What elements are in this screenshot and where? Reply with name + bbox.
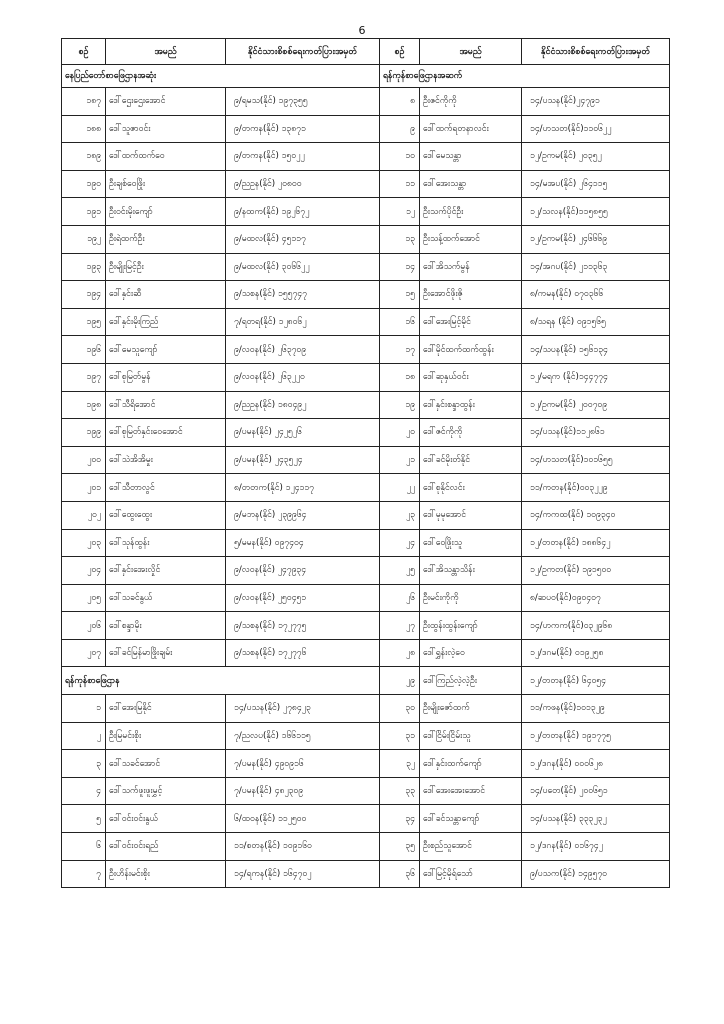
nrc-number: ၈/တတက(နိုင်) ၁၂၄၁၁၇ (226, 474, 380, 502)
person-name: ဒေါ်ထွေးထွေး (106, 501, 226, 529)
table-row (62, 695, 670, 723)
table-row (62, 667, 670, 695)
person-name: ဒေါ်သခင်နွယ် (106, 584, 226, 612)
person-name: ဦးဟိန်းမင်းစိုး (106, 860, 226, 888)
person-name: ဦးဇင်ကိုကို (420, 88, 522, 116)
nrc-number: ၁၂/မရက (နိုင်)၁၄၄၇၇၄ (522, 363, 670, 391)
nrc-number: ၇/ရတရ(နိုင်) ၁၂၈၀၆၂ (226, 308, 380, 336)
person-name: ဒေါ်အေးအေးအောင် (420, 777, 522, 805)
row-number: ၂၀၂ (62, 501, 106, 529)
row-number: ၂၉ (380, 667, 420, 695)
row-number: ၁၉၂ (62, 225, 106, 253)
person-name: ဒေါ်စုနိုင်လင်း (420, 474, 522, 502)
nrc-number: ၇/ညလပ(နိုင်) ၁၆၆၁၁၅ (226, 722, 380, 750)
nrc-number: ၉/ညဥန(နိုင်) ၂၀၈၀၀ (226, 170, 380, 198)
table-row (62, 501, 670, 529)
person-name: ဒေါ်သုန်ထွန်း (106, 529, 226, 557)
nrc-number: ၁၁/ကတန(နိုင်)၀၀၃၂၂၉ (522, 474, 670, 502)
row-number: ၃၀ (380, 695, 420, 723)
nrc-number: ၉/တကန(နိုင်) ၁၃၈၇၁ (226, 115, 380, 143)
person-name: ဒေါ်နှင်းဆီ (106, 281, 226, 309)
person-name: ဦးမြမင်းစိုး (106, 722, 226, 750)
table-row (62, 474, 670, 502)
row-number: ၁၈၉ (62, 143, 106, 171)
row-number: ၁၉၃ (62, 253, 106, 281)
page-number: 6 (358, 24, 366, 37)
person-name: ဦးအောင်ဖိုးဇို (420, 281, 522, 309)
nrc-number: ၁၄/မအပ(နိုင်) ၂၆၄၁၁၅ (522, 170, 670, 198)
row-number: ၁၉၅ (62, 308, 106, 336)
row-number: ၁၉၇ (62, 363, 106, 391)
row-number: ၇ (62, 860, 106, 888)
nrc-number: ၁၄/ဟသတ(နိုင်)၁၁၀၆၂၂ (522, 115, 670, 143)
section-title-yangon: ရန်ကုန်စာဖြေဌာန (62, 667, 380, 695)
nrc-number: ၈/သရန (နိုင်) ၀၉၁၅၆၅ (522, 308, 670, 336)
section-title-yangon-cont: ရန်ကုန်စာဖြေဌာနအဆက် (380, 65, 670, 88)
person-name: ဒေါ်နှင်းအေးလှိုင် (106, 557, 226, 585)
person-name: ဒေါ်ငြိမ်းငြိမ်းသူ (420, 722, 522, 750)
person-name: ဒေါ်သဲအိအိမှုး (106, 446, 226, 474)
nrc-number: ၉/ပမန(နိုင်) ၂၄၂၅၂၆ (226, 419, 380, 447)
person-name: ဦးမင်းကိုကို (420, 584, 522, 612)
row-number: ၂၄ (380, 529, 420, 557)
row-number: ၁၂ (380, 198, 420, 226)
header-row (62, 39, 670, 65)
person-name: ဦးရဲထက်ဦး (106, 225, 226, 253)
table-row (62, 225, 670, 253)
nrc-number: ၁၂/ဒဂန(နိုင်) ၀၀၀၆၂၈ (522, 750, 670, 778)
row-number: ၂၀၄ (62, 557, 106, 585)
nrc-number: ၈/ဆပဝ(နိုင်)၀၉၀၄၀၇ (522, 584, 670, 612)
nrc-number: ၁၂/တတန(နိုင်) ၁၈၈၆၄၂ (522, 529, 670, 557)
row-number: ၁ (62, 695, 106, 723)
nrc-number: ၉/သစန(နိုင်) ၁၇၂၇၇၆ (226, 639, 380, 667)
person-name: ဒေါ်စုမြတ်နှင်းဝေအောင် (106, 419, 226, 447)
row-number: ၃၆ (380, 860, 420, 888)
row-number: ၃၄ (380, 805, 420, 833)
table-row (62, 308, 670, 336)
table-row (62, 281, 670, 309)
table-row (62, 722, 670, 750)
section-title-naypyitaw-end: နေပြည်တော်စာဖြေဌာနအဆုံး (62, 65, 380, 88)
header-nrc-right: နိုင်ငံသားစိစစ်ရေးကတ်ပြားအမှတ် (522, 39, 670, 65)
person-name: ဦးမျိုးဇော်ထက် (420, 695, 522, 723)
nrc-number: ၉/မထလ(နိုင်) ၃၀၆၆၂၂ (226, 253, 380, 281)
row-number: ၂၀၆ (62, 612, 106, 640)
nrc-number: ၉/ညဥန(နိုင်) ၁၈၀၄၉၂ (226, 391, 380, 419)
nrc-number: ၁၂/ဥကတ(နိုင်) ၁၉၁၅၀၀ (522, 557, 670, 585)
header-no-left: စဉ် (62, 39, 106, 65)
nrc-number: ၉/မဘန(နိုင်) ၂၃၉၉၆၄ (226, 501, 380, 529)
nrc-number: ၉/လဝန(နိုင်) ၂၄၇၉၃၄ (226, 557, 380, 585)
row-number: ၁၉၈ (62, 391, 106, 419)
person-name: ဒေါ်ဝင်းဝင်းရည် (106, 833, 226, 861)
nrc-number: ၇/ပမန(နိုင်) ၄၉၀၉၁၆ (226, 750, 380, 778)
table-row (62, 529, 670, 557)
nrc-number: ၉/သစန(နိုင်) ၁၅၅၇၄၇ (226, 281, 380, 309)
nrc-number: ၁၂/ဒဂန(နိုင်) ၀၁၆၇၄၂ (522, 833, 670, 861)
row-number: ၁၉၀ (62, 170, 106, 198)
person-name: ဒေါ်ဝင်းဝင်းနွယ် (106, 805, 226, 833)
candidate-table (61, 38, 670, 888)
person-name: ဒေါ်အေးမြနိုင် (106, 695, 226, 723)
table-row (62, 833, 670, 861)
row-number: ၃၃ (380, 777, 420, 805)
nrc-number: ၉/ရမသ(နိုင်) ၁၉၇၃၅၅ (226, 88, 380, 116)
table-row (62, 860, 670, 888)
nrc-number: ၁၄/ပသန(နိုင်) ၂၇၈၄၂၃ (226, 695, 380, 723)
row-number: ၁၉၆ (62, 336, 106, 364)
nrc-number: ၁၄/ပသန(နိုင်) ၃၃၃၂၃၂ (522, 805, 670, 833)
person-name: ဒေါ်နှင်းမိုးကြည် (106, 308, 226, 336)
nrc-number: ၁၁/စတန(နိုင်) ၁၀၉၁၆၀ (226, 833, 380, 861)
person-name: ဒေါ်ခင်မိုးတ်နိုင် (420, 446, 522, 474)
row-number: ၁၇ (380, 336, 420, 364)
nrc-number: ၅/မမန(နိုင်) ၀၉၇၄၀၄ (226, 529, 380, 557)
row-number: ၉ (380, 115, 420, 143)
nrc-number: ၈/ကမန(နိုင်) ၀၇၀၃၆၆ (522, 281, 670, 309)
nrc-number: ၇/ပမန(နိုင်) ၄၈၂၃၀၉ (226, 777, 380, 805)
person-name: ဒေါ်မုမုအောင် (420, 501, 522, 529)
table-row (62, 170, 670, 198)
nrc-number: ၉/ပမန(နိုင်) ၂၄၃၅၂၄ (226, 446, 380, 474)
table-row (62, 446, 670, 474)
person-name: ဒေါ်စုမြတ်မွန် (106, 363, 226, 391)
row-number: ၃၅ (380, 833, 420, 861)
nrc-number: ၆/ထဝန(နိုင်) ၁၁၂၅၀၀ (226, 805, 380, 833)
row-number: ၁၉၄ (62, 281, 106, 309)
table-row (62, 612, 670, 640)
row-number: ၁၉ (380, 391, 420, 419)
nrc-number: ၁၁/ကဖန(နိုင်)၁၀၁၃၂၉ (522, 695, 670, 723)
row-number: ၂၆ (380, 584, 420, 612)
row-number: ၂၀၁ (62, 474, 106, 502)
row-number: ၁၉၁ (62, 198, 106, 226)
header-no-right: စဉ် (380, 39, 420, 65)
person-name: ဒေါ်အေးမြင့်မိုင် (420, 308, 522, 336)
table-row (62, 419, 670, 447)
person-name: ဒေါ်နှင်းစန္ဒာထွန်း (420, 391, 522, 419)
nrc-number: ၉/ပသက(နိုင်) ၁၄၉၅၇၀ (522, 860, 670, 888)
person-name: ဒေါ်ဆုနှယ်ဝင်း (420, 363, 522, 391)
nrc-number: ၉/မထလ(နိုင်) ၄၅၁၁၇ (226, 225, 380, 253)
row-number: ၈ (380, 88, 420, 116)
person-name: ဦးစည်သူအောင် (420, 833, 522, 861)
person-name: ဒေါ်ထက်ထက်ဝေ (106, 143, 226, 171)
nrc-number: ၁၄/ပသန(နိုင်)၁၁၂၈၆၁ (522, 419, 670, 447)
row-number: ၁၅ (380, 281, 420, 309)
row-number: ၃၂ (380, 750, 420, 778)
row-number: ၁၈၇ (62, 88, 106, 116)
table-row (62, 198, 670, 226)
person-name: ဒေါ်သီရိအောင် (106, 391, 226, 419)
table-row (62, 557, 670, 585)
nrc-number: ၁၄/ပသန(နိုင်)၂၄၇၉၁ (522, 88, 670, 116)
row-number: ၁၈ (380, 363, 420, 391)
person-name: ဒေါ်ဝေဖြိုးသူ (420, 529, 522, 557)
person-name: ဦးချစ်ဝေဖြိုး (106, 170, 226, 198)
section-row (62, 65, 670, 88)
nrc-number: ၁၄/ကကထ(နိုင်) ၁၀၉၃၄၀ (522, 501, 670, 529)
person-name: ဦးထွန်းထွန်းကျော် (420, 612, 522, 640)
nrc-number: ၁၄/အဂပ(နိုင်) ၂၁၁၃၆၃ (522, 253, 670, 281)
header-name-right: အမည် (420, 39, 522, 65)
person-name: ဒေါ်ထက်ရတနာလင်း (420, 115, 522, 143)
row-number: ၂၈ (380, 639, 420, 667)
table-row (62, 115, 670, 143)
header-name-left: အမည် (106, 39, 226, 65)
person-name: ဦးဝင်းမိုးကျော် (106, 198, 226, 226)
nrc-number: ၉/နထက(နိုင်) ၁၉၂၆၇၂ (226, 198, 380, 226)
row-number: ၂၃ (380, 501, 420, 529)
table-row (62, 363, 670, 391)
row-number: ၁၄ (380, 253, 420, 281)
person-name: ဒေါ်မြင့်မိုရ်သော် (420, 860, 522, 888)
row-number: ၁၃ (380, 225, 420, 253)
row-number: ၁၁ (380, 170, 420, 198)
row-number: ၁၈၈ (62, 115, 106, 143)
row-number: ၄ (62, 777, 106, 805)
table-row (62, 584, 670, 612)
person-name: ဒေါ်ဇင်ကိုကို (420, 419, 522, 447)
nrc-number: ၉/လဝန(နိုင်) ၂၆၃၂၂၀ (226, 363, 380, 391)
nrc-number: ၉/လဝန(နိုင်) ၂၆၃၇၀၉ (226, 336, 380, 364)
person-name: ဒေါ်နှင်းထက်ကျော် (420, 750, 522, 778)
nrc-number: ၁၄/ဟကက(နိုင်)၀၃၂၉၆၈ (522, 612, 670, 640)
table-row (62, 750, 670, 778)
table-row (62, 253, 670, 281)
nrc-number: ၁၂/တတန(နိုင်) ၁၉၁၇၇၅ (522, 722, 670, 750)
row-number: ၂၀၀ (62, 446, 106, 474)
row-number: ၁၉၉ (62, 419, 106, 447)
person-name: ဒေါ်မေသန္တာ (420, 143, 522, 171)
row-number: ၂၀၅ (62, 584, 106, 612)
row-number: ၆ (62, 833, 106, 861)
row-number: ၂၅ (380, 557, 420, 585)
nrc-number: ၁၂/ဒဂမ(နိုင်) ၀၁၉၂၅၈ (522, 639, 670, 667)
row-number: ၂၁ (380, 446, 420, 474)
table-row (62, 391, 670, 419)
person-name: ဒေါ်သက်ဖူးဖူးမွှင့် (106, 777, 226, 805)
person-name: ဒေါ်မေသူကျော် (106, 336, 226, 364)
nrc-number: ၁၂/တတန(နိုင်) ၆၄၀၅၄ (522, 667, 670, 695)
row-number: ၂၀၃ (62, 529, 106, 557)
row-number: ၁၀ (380, 143, 420, 171)
nrc-number: ၁၄/ပတေ(နိုင်) ၂၀၀၆၅၁ (522, 777, 670, 805)
nrc-number: ၁၄/ရကန(နိုင်) ၁၆၄၇၀၂ (226, 860, 380, 888)
person-name: ဒေါ်ရွှန်းလဲ့ဝေ (420, 639, 522, 667)
row-number: ၂၀၇ (62, 639, 106, 667)
person-name: ဒေါ်ဌေးဌေးအောင် (106, 88, 226, 116)
nrc-number: ၁၂/သလန(နိုင်)၁၁၅၈၅၅ (522, 198, 670, 226)
header-nrc-left: နိုင်ငံသားစိစစ်ရေးကတ်ပြားအမှတ် (226, 39, 380, 65)
person-name: ဒေါ်စန္ဒာမိုး (106, 612, 226, 640)
row-number: ၂ (62, 722, 106, 750)
person-name: ဒေါ်ခင်မြန်မာဖြိုးချမ်း (106, 639, 226, 667)
row-number: ၂၀ (380, 419, 420, 447)
nrc-number: ၁၂/ဥကမ(နိုင်) ၂၀၃၅၂ (522, 143, 670, 171)
person-name: ဒေါ်သူဇာဝင်း (106, 115, 226, 143)
person-name: ဒေါ်အိသန္တာသိန်း (420, 557, 522, 585)
person-name: ဒေါ်သီတာလွင် (106, 474, 226, 502)
nrc-number: ၉/သစန(နိုင်) ၁၇၂၇၇၅ (226, 612, 380, 640)
person-name: ဒေါ်သခင်အောင် (106, 750, 226, 778)
row-number: ၂၂ (380, 474, 420, 502)
table-row (62, 777, 670, 805)
table-row (62, 639, 670, 667)
table-row (62, 143, 670, 171)
nrc-number: ၉/လဝန(နိုင်) ၂၅၀၄၅၁ (226, 584, 380, 612)
row-number: ၃၁ (380, 722, 420, 750)
table-row (62, 88, 670, 116)
row-number: ၅ (62, 805, 106, 833)
person-name: ဒေါ်အိသက်မွန် (420, 253, 522, 281)
person-name: ဦးသန့်ထက်အောင် (420, 225, 522, 253)
row-number: ၁၆ (380, 308, 420, 336)
person-name: ဒေါ်ခင်သန္တာကျော် (420, 805, 522, 833)
nrc-number: ၉/တကန(နိုင်) ၁၅၀၂၂ (226, 143, 380, 171)
table-row (62, 805, 670, 833)
table-row (62, 336, 670, 364)
row-number: ၂၇ (380, 612, 420, 640)
person-name: ဒေါ်ကြည်လဲ့လဲ့ဦး (420, 667, 522, 695)
nrc-number: ၁၂/ဥကမ(နိုင်) ၂၄၆၆၆၉ (522, 225, 670, 253)
nrc-number: ၁၄/သပန(နိုင်) ၁၅၆၁၃၄ (522, 336, 670, 364)
person-name: ဦးမျိုးမြင့်ဦး (106, 253, 226, 281)
person-name: ဒေါ်မိုင်ထက်ထက်ထွန်း (420, 336, 522, 364)
row-number: ၃ (62, 750, 106, 778)
person-name: ဦးသက်ပိုင်ဦး (420, 198, 522, 226)
person-name: ဒေါ်အေးသန္တာ (420, 170, 522, 198)
nrc-number: ၁၂/ဥကမ(နိုင်) ၂၀၀၇၀၉ (522, 391, 670, 419)
nrc-number: ၁၄/ဟသတ(နိုင်)၁၀၁၆၅၅ (522, 446, 670, 474)
